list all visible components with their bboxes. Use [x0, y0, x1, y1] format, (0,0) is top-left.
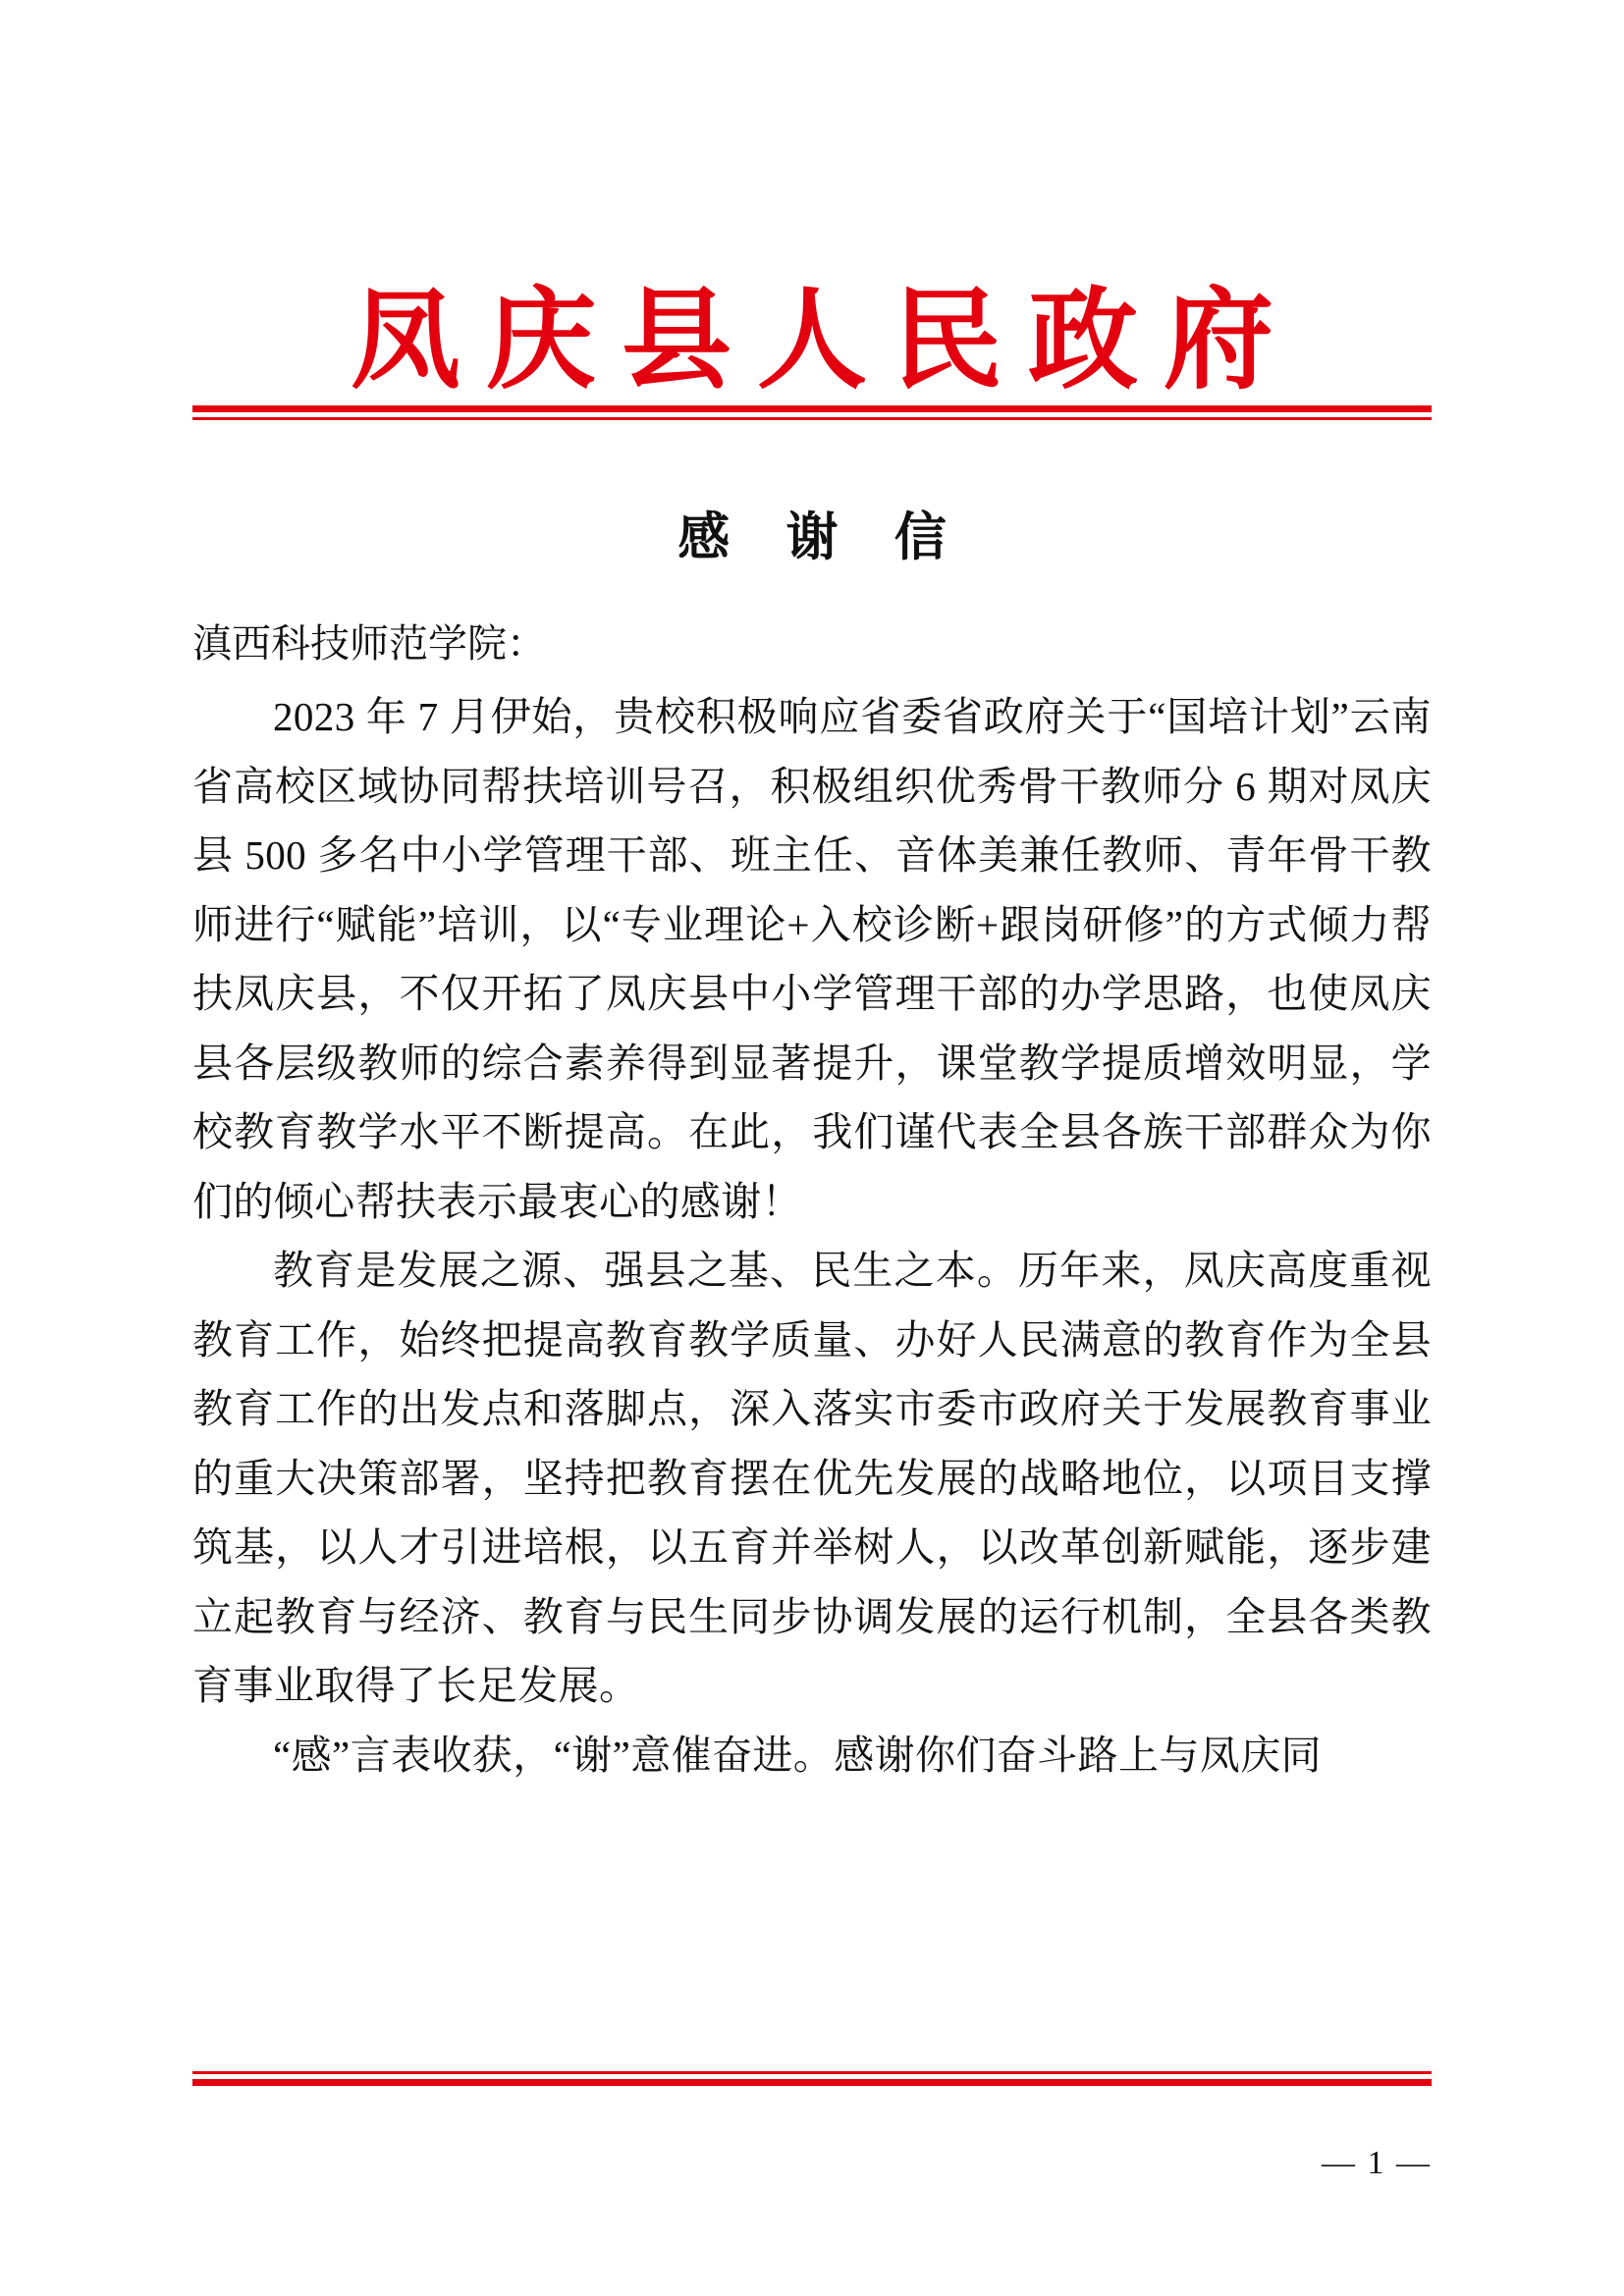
body-paragraph-1: 2023 年 7 月伊始，贵校积极响应省委省政府关于“国培计划”云南省高校区域协同帮扶培训号召，积极组织优秀骨干教师分 6 期对凤庆县 500 多名中小学管理干部、班主任、音体美兼任教师、青年骨干教师进行“赋能”培训，以“专业理论+入校诊断+跟岗研修”的方式倾力帮扶凤庆县，不仅开拓了凤庆县中小学管理干部的办学思路，也使凤庆县各层级教师的综合素养得到显著提升，课堂教学提质增效明显，学校教育教学水平不断提高。在此，我们谨代表全县各族干部群众为你们的倾心帮扶表示最衷心的感谢！ — [192, 694, 1432, 1224]
letterhead — [0, 281, 1624, 402]
document-body — [192, 614, 1432, 1789]
footer-divider-thick-line — [192, 2079, 1432, 2086]
letterhead-organization: 凤庆县人民政府 — [351, 281, 1299, 402]
body-paragraph-3: “感”言表收获，“谢”意催奋进。感谢你们奋斗路上与凤庆同 — [273, 1732, 1322, 1778]
letterhead-divider-thin-line — [192, 417, 1432, 420]
salutation: 滇西科技师范学院： — [192, 621, 546, 666]
letterhead-divider-thick-line — [192, 405, 1432, 412]
body-paragraph-2: 教育是发展之源、强县之基、民生之本。历年来，凤庆高度重视教育工作，始终把提高教育教学质量、办好人民满意的教育作为全县教育工作的出发点和落脚点，深入落实市委市政府关于发展教育事业的重大决策部署，坚持把教育摆在优先发展的战略地位，以项目支撑筑基，以人才引进培根，以五育并举树人，以改革创新赋能，逐步建立起教育与经济、教育与民生同步协调发展的运行机制，全县各类教育事业取得了长足发展。 — [192, 1248, 1432, 1709]
footer-divider-thin-line — [192, 2071, 1432, 2074]
page-number: — 1 — — [1322, 2145, 1432, 2181]
page-title: 感 谢 信 — [677, 509, 968, 566]
footer-divider — [192, 2071, 1432, 2086]
letterhead-divider — [192, 405, 1432, 420]
